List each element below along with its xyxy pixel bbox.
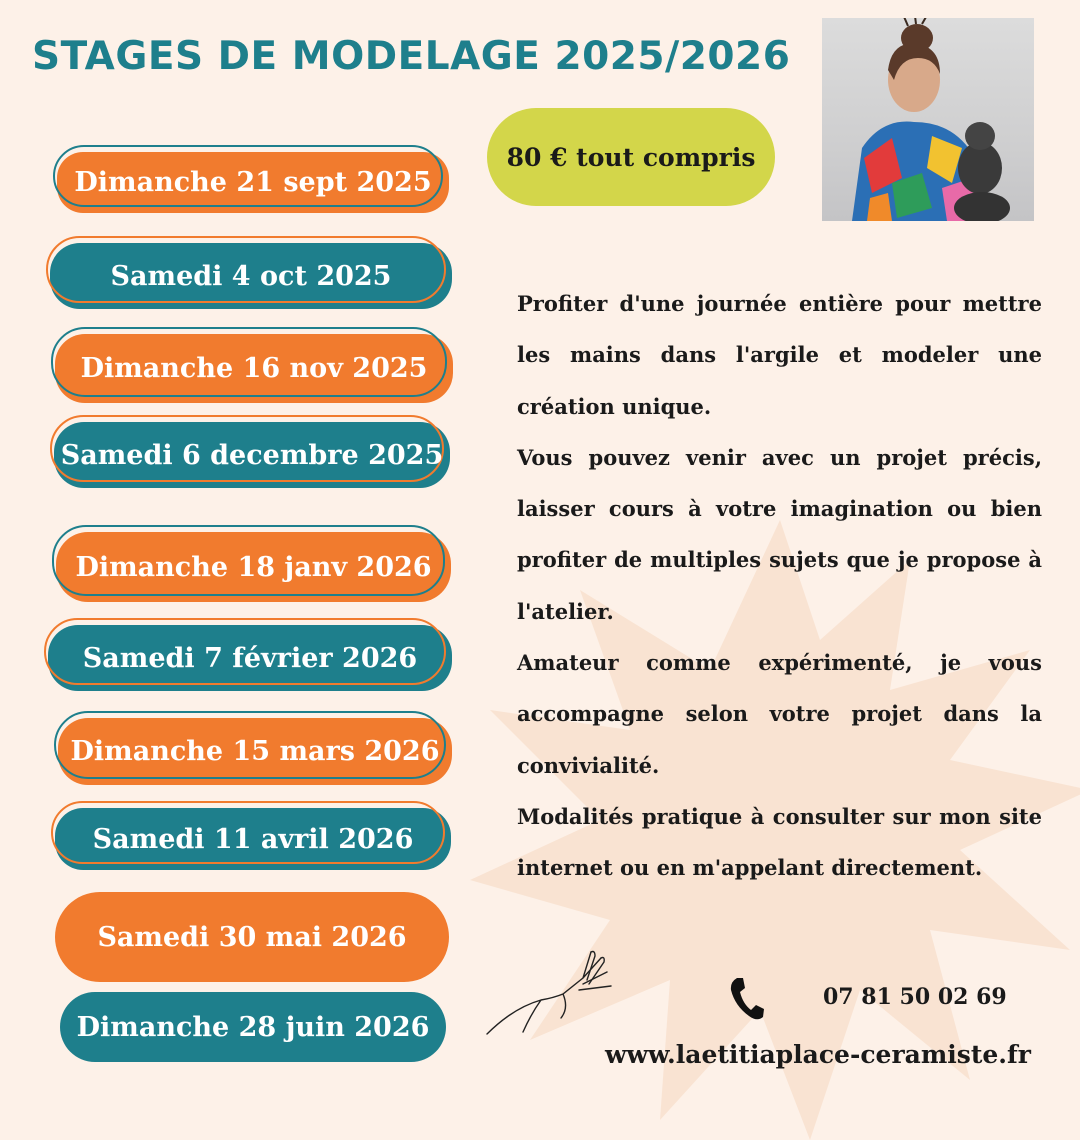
- date-label: Dimanche 16 nov 2025: [80, 353, 428, 384]
- description-paragraph: Modalités pratique à consulter sur mon site internet ou en m'appelant directement.: [517, 803, 1042, 881]
- date-label: Dimanche 15 mars 2026: [70, 736, 440, 767]
- phone-icon[interactable]: [729, 976, 765, 1022]
- description-paragraph: Profiter d'une journée entière pour mettre les mains dans l'argile et modeler une création unique.: [517, 291, 1042, 419]
- price-label: 80 € tout compris: [506, 142, 756, 172]
- website-link[interactable]: www.laetitiaplace-ceramiste.fr: [605, 1040, 1031, 1069]
- price-badge: [487, 108, 775, 206]
- date-pill: [60, 992, 446, 1062]
- description-text: [517, 278, 1042, 894]
- date-pill: [48, 625, 452, 691]
- description-paragraph: Amateur comme expérimenté, je vous accompagne selon votre projet dans la convivialité.: [517, 650, 1042, 778]
- date-label: Dimanche 18 janv 2026: [75, 551, 432, 583]
- date-pill: [54, 422, 450, 488]
- date-label: Dimanche 21 sept 2025: [74, 167, 432, 198]
- date-label: Samedi 4 oct 2025: [110, 260, 392, 292]
- date-pill: [55, 334, 453, 403]
- date-pill: [55, 808, 451, 870]
- date-label: Dimanche 28 juin 2026: [76, 1011, 430, 1043]
- date-pill: [50, 243, 452, 309]
- page-title: STAGES DE MODELAGE 2025/2026: [32, 34, 791, 79]
- portrait-photo: [822, 18, 1034, 221]
- date-pill: [56, 532, 451, 602]
- date-label: Samedi 30 mai 2026: [97, 921, 407, 953]
- date-label: Samedi 11 avril 2026: [92, 823, 414, 855]
- description-paragraph: Vous pouvez venir avec un projet précis, laisser cours à votre imagination ou bien profiter de multiples sujets que je propose à l'atelier.: [517, 444, 1042, 624]
- date-pill: [57, 152, 449, 213]
- date-pill: [55, 892, 449, 982]
- date-label: Samedi 7 février 2026: [82, 642, 418, 674]
- phone-number[interactable]: 07 81 50 02 69: [823, 984, 1007, 1010]
- hand-drawing-icon: [483, 948, 618, 1038]
- date-pill: [58, 718, 452, 785]
- date-label: Samedi 6 decembre 2025: [60, 439, 444, 471]
